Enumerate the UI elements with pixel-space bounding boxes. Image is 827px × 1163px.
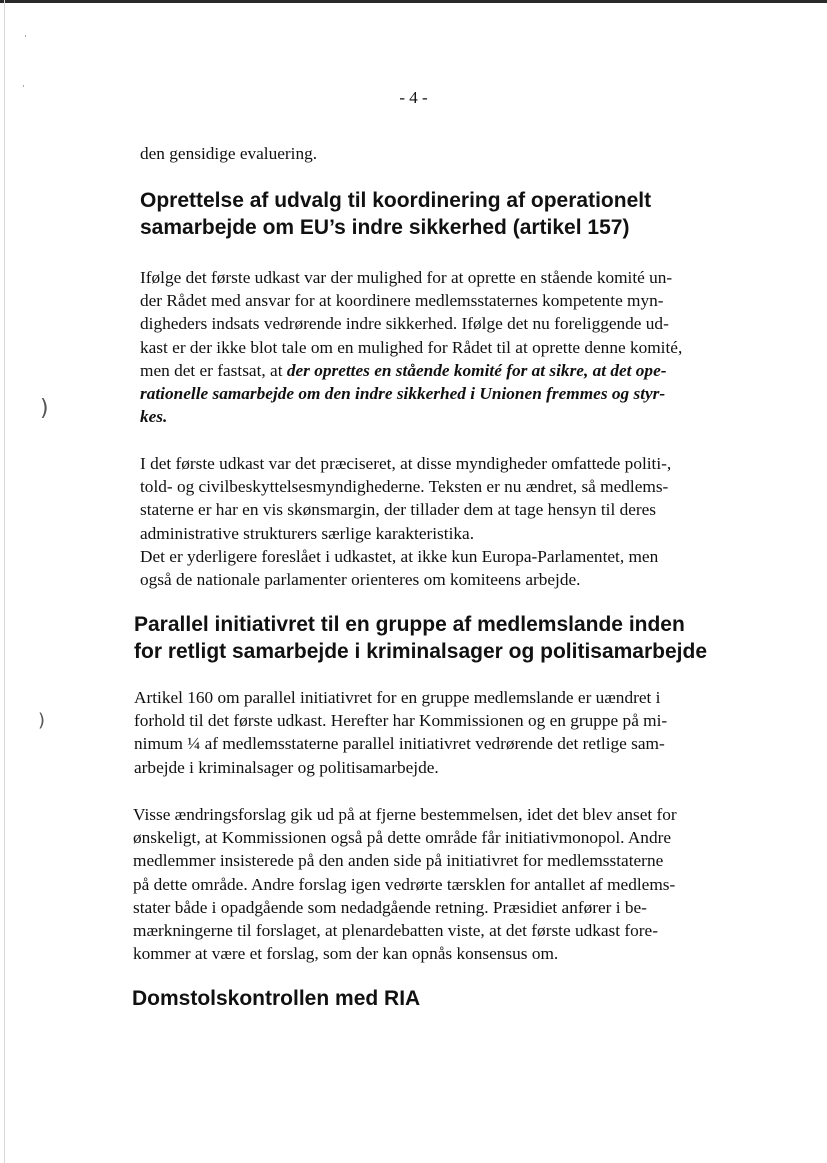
page-number: - 4 - — [399, 88, 428, 107]
text-line: kommer at være et forslag, som der kan opnås konsensus om. — [133, 944, 559, 964]
scan-margin-mark: ) — [40, 396, 49, 421]
text-line: den gensidige evaluering. — [140, 144, 318, 163]
paragraph — [134, 686, 667, 779]
text-line: administrative strukturers særlige karakteristika. — [140, 523, 475, 543]
section-heading — [140, 187, 651, 241]
text-line — [140, 359, 682, 382]
text-line: nimum ¼ af medlemsstaterne parallel initiativret vedrørende det retlige sam- — [134, 734, 665, 754]
text-line: digheders indsats vedrørende indre sikkerhed. Ifølge det nu foreliggende ud- — [140, 314, 669, 334]
text-line: medlemmer insisterede på den anden side på initiativret for medlemsstaterne — [133, 851, 664, 871]
section-heading — [134, 611, 707, 665]
text-line: kast er der ikke blot tale om en mulighed for Rådet til at oprette denne komité, — [140, 337, 683, 357]
paragraph — [140, 142, 317, 165]
scan-top-border — [0, 0, 827, 3]
heading-line: for retligt samarbejde i kriminalsager og politisamarbejde — [134, 640, 708, 663]
paragraph — [140, 266, 682, 428]
scan-left-edge — [4, 0, 5, 1163]
text-line: ønskeligt, at Kommissionen også på dette område får initiativmonopol. Andre — [133, 828, 672, 848]
paragraph — [140, 452, 671, 591]
text-line: også de nationale parlamenter orienteres om komiteens arbejde. — [140, 570, 581, 590]
text-line: Ifølge det første udkast var der mulighed for at oprette en stående komité un- — [140, 268, 673, 287]
scan-speck: · — [24, 32, 27, 42]
scan-margin-mark: ) — [38, 710, 46, 731]
text-line: stater både i opadgående som nedadgående retning. Præsidiet anfører i be- — [133, 897, 647, 917]
section-heading — [132, 985, 420, 1012]
heading-line: Oprettelse af udvalg til koordinering af operationelt — [140, 189, 652, 212]
text-line: told- og civilbeskyttelsesmyndighederne. Teksten er nu ændret, så medlems- — [140, 477, 669, 497]
emphasized-text: der oprettes en stående komité for at sikre, at det ope- — [286, 360, 667, 380]
heading-line: samarbejde om EU’s indre sikkerhed (artikel 157) — [140, 216, 630, 239]
text-line: I det første udkast var det præciseret, at disse myndigheder omfattede politi-, — [140, 454, 672, 473]
scan-speck: · — [22, 82, 25, 92]
text-line: der Rådet med ansvar for at koordinere medlemsstaternes kompetente myn- — [140, 291, 664, 311]
text-line: Artikel 160 om parallel initiativret for en gruppe medlemslande er uændret i — [134, 688, 661, 707]
emphasized-line: rationelle samarbejde om den indre sikkerhed i Unionen fremmes og styr- — [140, 384, 666, 404]
text-line: mærkningerne til forslaget, at plenardebatten viste, at det første udkast fore- — [133, 921, 658, 941]
emphasized-line: kes. — [140, 407, 168, 427]
heading-line: Domstolskontrollen med RIA — [132, 987, 421, 1010]
text-line: Det er yderligere foreslået i udkastet, at ikke kun Europa-Parlamentet, men — [140, 546, 659, 566]
text-line: arbejde i kriminalsager og politisamarbejde. — [134, 757, 439, 777]
text-line: forhold til det første udkast. Herefter har Kommissionen og en gruppe på mi- — [134, 711, 668, 731]
text-run: men det er fastsat, at — [140, 360, 287, 380]
paragraph — [133, 803, 677, 965]
text-line: Visse ændringsforslag gik ud på at fjerne bestemmelsen, idet det blev anset for — [133, 805, 677, 824]
heading-line: Parallel initiativret til en gruppe af medlemslande inden — [134, 613, 685, 636]
text-line: på dette område. Andre forslag igen vedrørte tærsklen for antallet af medlems- — [133, 874, 676, 894]
text-line: staterne er har en vis skønsmargin, der tillader dem at tage hensyn til deres — [140, 500, 657, 520]
